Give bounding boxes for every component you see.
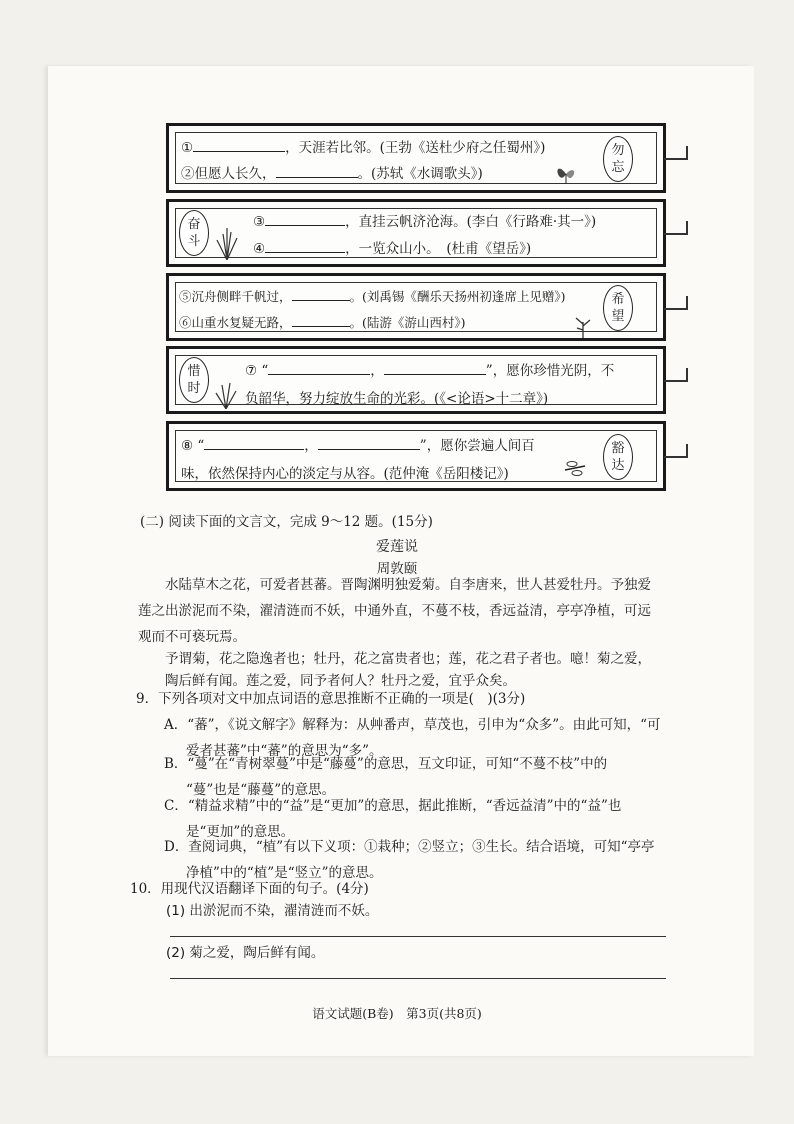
answer-blank[interactable] <box>193 136 285 152</box>
essay-title: 爱莲说 <box>376 539 418 555</box>
card-hanger <box>664 456 686 458</box>
card-2-line-1: ③ ，直挂云帆济沧海。(李白《行路难·其一》) <box>253 208 596 236</box>
answer-line-1[interactable] <box>170 936 666 937</box>
card-hanger <box>664 233 686 235</box>
poem-card-2 <box>166 199 666 267</box>
theme-badge-open-minded: 豁 达 <box>603 434 633 480</box>
question-9-option-c: C．“精益求精”中的“益”是“更加”的意思，据此推断，“香远益清”中的“益”也 是“更加”的意思。 <box>164 798 622 840</box>
grass-icon <box>213 224 241 260</box>
theme-badge-cherish-time: 惜 时 <box>179 357 209 403</box>
question-9-option-d: D．查阅词典，“植”有以下义项：①栽种；②竖立；③生长。结合语境，可知“亭亭 净植”中的“植”是“竖立”的意思。 <box>164 839 655 881</box>
card-5-line-2: 味，依然保持内心的淡定与从容。(范仲淹《岳阳楼记》) <box>181 466 509 482</box>
dragonfly-icon <box>563 458 587 480</box>
answer-blank[interactable] <box>292 285 350 301</box>
answer-blank[interactable] <box>276 162 358 178</box>
theme-badge-hope: 希 望 <box>603 285 633 331</box>
theme-badge-forget-not: 勿 忘 <box>603 136 633 182</box>
question-9-option-b: B．“蔓”在“青树翠蔓”中是“藤蔓”的意思，互文印证，可知“不蔓不枝”中的 “蔓”也是“藤蔓”的意思。 <box>164 756 608 798</box>
card-hanger <box>664 308 686 310</box>
answer-blank[interactable] <box>265 237 345 253</box>
card-1-line-1: ① ，天涯若比邻。(王勃《送杜少府之任蜀州》) <box>181 134 545 162</box>
answer-blank[interactable] <box>318 434 420 450</box>
answer-blank[interactable] <box>268 359 370 375</box>
question-9-option-a: A．“蕃”，《说文解字》解释为：从艸番声，草茂也，引申为“众多”。由此可知，“可 爱者甚蕃”中“蕃”的意思为“多”。 <box>164 717 661 759</box>
essay-paragraph-2: 予谓菊，花之隐逸者也；牡丹，花之富贵者也；莲，花之君子者也。噫！菊之爱， 陶后鲜有闻。莲之爱，同予者何人？牡丹之爱，宜乎众矣。 <box>165 651 651 689</box>
question-10: 10．用现代汉语翻译下面的句子。(4分) <box>130 881 369 897</box>
grass-icon <box>213 375 239 409</box>
essay-author: 周敦颐 <box>376 561 418 577</box>
poem-card-3 <box>166 273 666 341</box>
sprout-icon <box>573 314 593 338</box>
card-4-line-2: 负韶华，努力绽放生命的光彩。(《<论语>十二章》) <box>245 391 549 407</box>
question-9: 9．下列各项对文中加点词语的意思推断不正确的一项是( )(3分) <box>136 691 526 707</box>
answer-line-2[interactable] <box>170 978 666 979</box>
card-4-line-1: ⑦ “ ， ”，愿你珍惜光阴，不 <box>245 357 614 385</box>
card-hanger <box>664 380 686 382</box>
poem-card-5 <box>166 421 666 491</box>
poem-card-1 <box>166 123 666 193</box>
answer-blank[interactable] <box>265 210 345 226</box>
butterfly-icon <box>553 162 579 186</box>
question-10-sentence-2: (2) 菊之爱，陶后鲜有闻。 <box>166 945 325 961</box>
card-5-line-1: ⑧ “ ， ”，愿你尝遍人间百 <box>181 432 535 460</box>
answer-blank[interactable] <box>204 434 304 450</box>
card-1-line-2: ②但愿人长久， 。(苏轼《水调歌头》) <box>181 160 483 188</box>
card-2-line-2: ④ ，一览众山小。 (杜甫《望岳》) <box>253 235 531 263</box>
answer-blank[interactable] <box>292 311 350 327</box>
answer-blank[interactable] <box>384 359 486 375</box>
essay-paragraph-1: 水陆草木之花，可爱者甚蕃。晋陶渊明独爱菊。自李唐来，世人甚爱牡丹。予独爱 莲之出淤泥而不染，濯清涟而不妖，中通外直，不蔓不枝，香远益清，亭亭净植，可远 观而不可亵玩焉。 <box>138 577 651 645</box>
question-10-sentence-1: (1) 出淤泥而不染，濯清涟而不妖。 <box>166 903 379 919</box>
section-heading: (二) 阅读下面的文言文，完成 9～12 题。(15分) <box>140 514 433 530</box>
card-3-line-1: ⑤沉舟侧畔千帆过， 。(刘禹锡《酬乐天扬州初逢席上见赠》) <box>179 283 566 311</box>
page-footer: 语文试题(B卷) 第3页(共8页) <box>312 1006 482 1021</box>
poem-card-4 <box>166 346 666 414</box>
card-3-line-2: ⑥山重水复疑无路， 。(陆游《游山西村》) <box>179 309 466 337</box>
card-hanger <box>664 158 686 160</box>
theme-badge-strive: 奋 斗 <box>179 210 209 256</box>
